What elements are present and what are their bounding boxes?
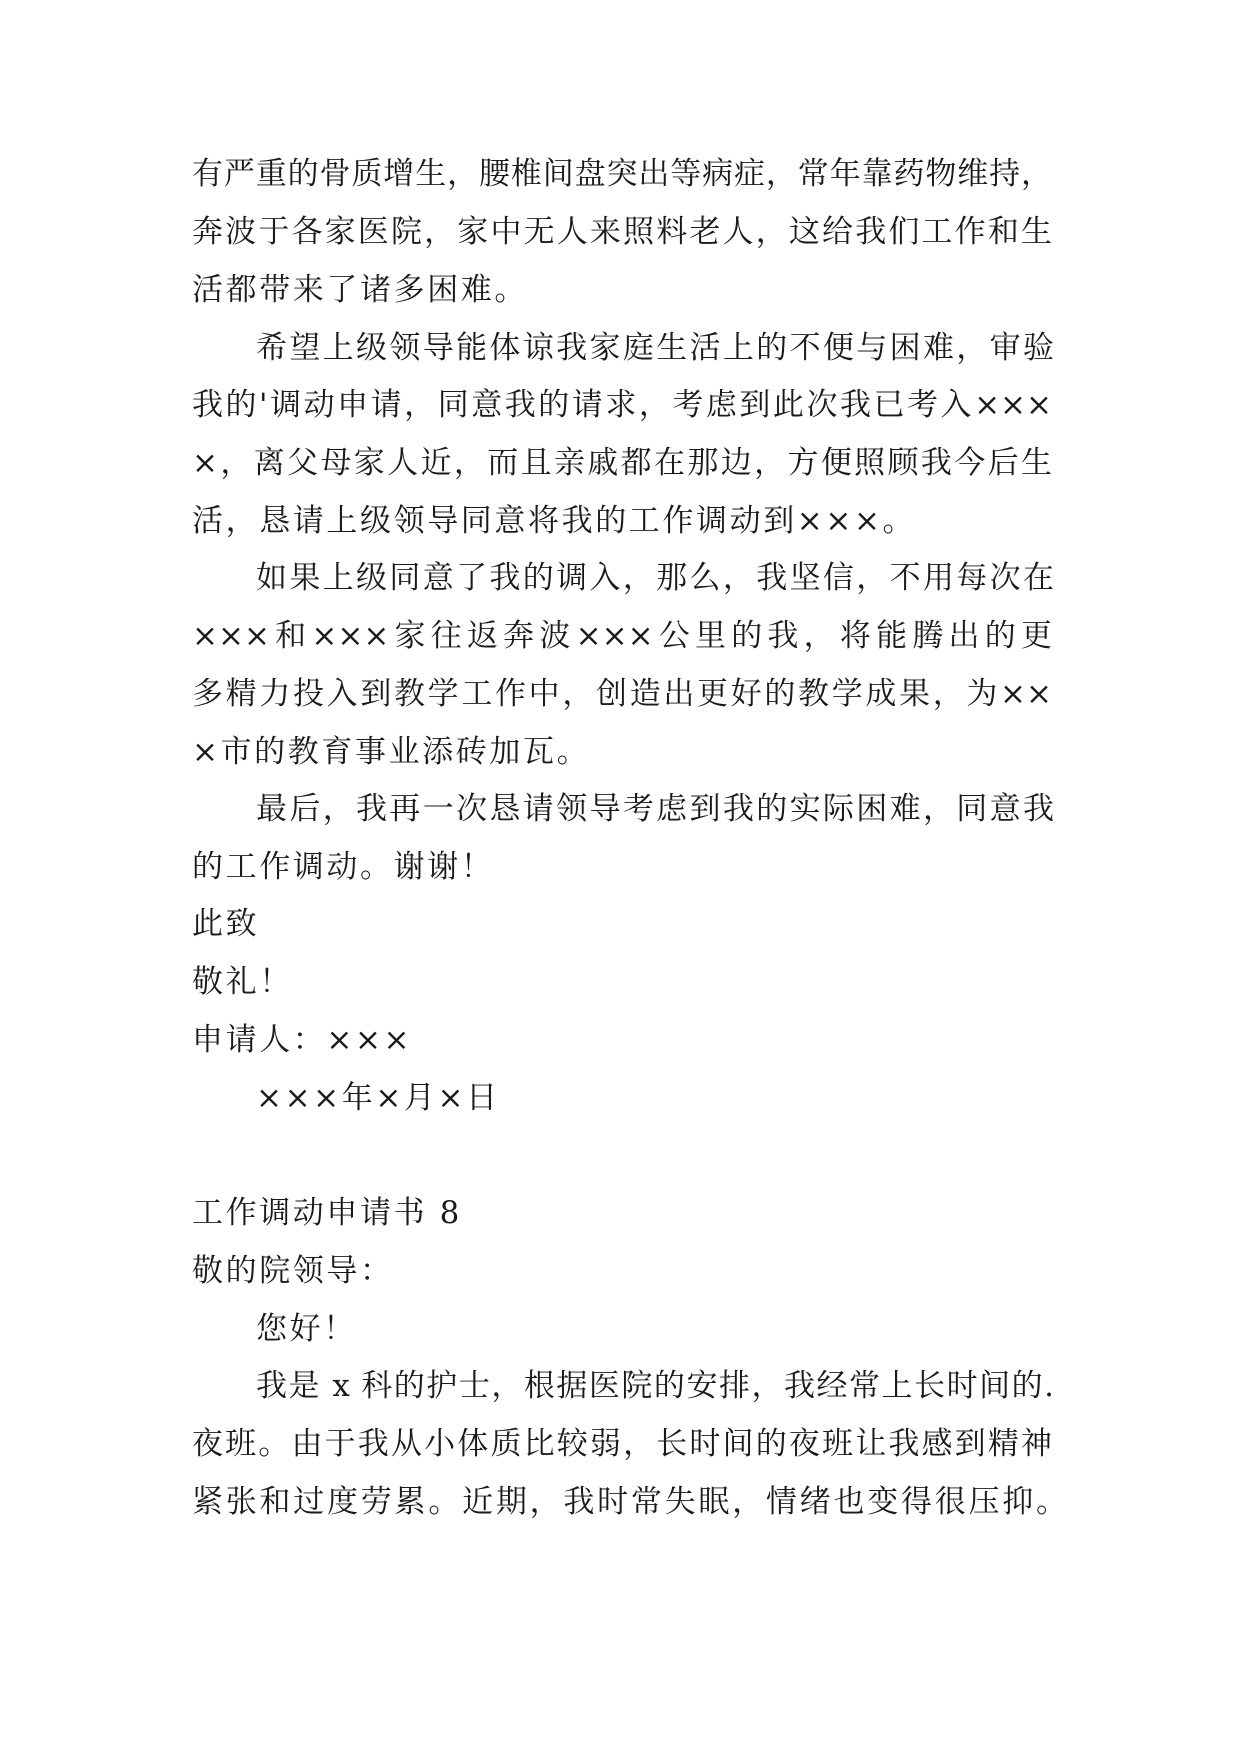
- text-line: 紧张和过度劳累。近期，我时常失眠，情绪也变得很压抑。: [192, 1484, 1067, 1520]
- paragraph-start-line: 我是 x 科的护士，根据医院的安排，我经常上长时间的.: [256, 1368, 1054, 1404]
- text-line: 夜班。由于我从小体质比较弱，长时间的夜班让我感到精神: [192, 1426, 1052, 1462]
- closing-salutation: 此致: [192, 906, 260, 942]
- text-line: ×市的教育事业添砖加瓦。: [192, 734, 591, 770]
- text-line: ×××和×××家往返奔波×××公里的我，将能腾出的更: [192, 618, 1052, 654]
- greeting-hello: 您好！: [256, 1311, 357, 1347]
- text-line: 我的'调动申请，同意我的请求，考虑到此次我已考入×××: [192, 387, 1052, 423]
- text-line: 奔波于各家医院，家中无人来照料老人，这给我们工作和生: [192, 214, 1052, 250]
- paragraph-start-line: 如果上级同意了我的调入，那么，我坚信，不用每次在: [256, 560, 1054, 596]
- text-line: ×，离父母家人近，而且亲戚都在那边，方便照顾我今后生: [192, 445, 1052, 481]
- paragraph-start-line: 希望上级领导能体谅我家庭生活上的不便与困难，审验: [256, 330, 1054, 366]
- paragraph-start-line: 最后，我再一次恳请领导考虑到我的实际困难，同意我: [256, 791, 1054, 827]
- closing-regards: 敬礼！: [192, 964, 293, 1000]
- text-line: 的工作调动。谢谢！: [192, 849, 495, 885]
- text-line: 活，恳请上级领导同意将我的工作调动到×××。: [192, 503, 917, 539]
- greeting-addressee: 敬的院领导：: [192, 1253, 394, 1289]
- section-title: 工作调动申请书 8: [192, 1195, 462, 1231]
- applicant-signature: 申请人：×××: [192, 1022, 413, 1058]
- text-line: 有严重的骨质增生，腰椎间盘突出等病症，常年靠药物维持，: [192, 156, 1052, 192]
- text-line: 活都带来了诸多困难。: [192, 272, 528, 308]
- date-line: ×××年×月×日: [256, 1080, 500, 1116]
- text-line: 多精力投入到教学工作中，创造出更好的教学成果，为××: [192, 676, 1052, 712]
